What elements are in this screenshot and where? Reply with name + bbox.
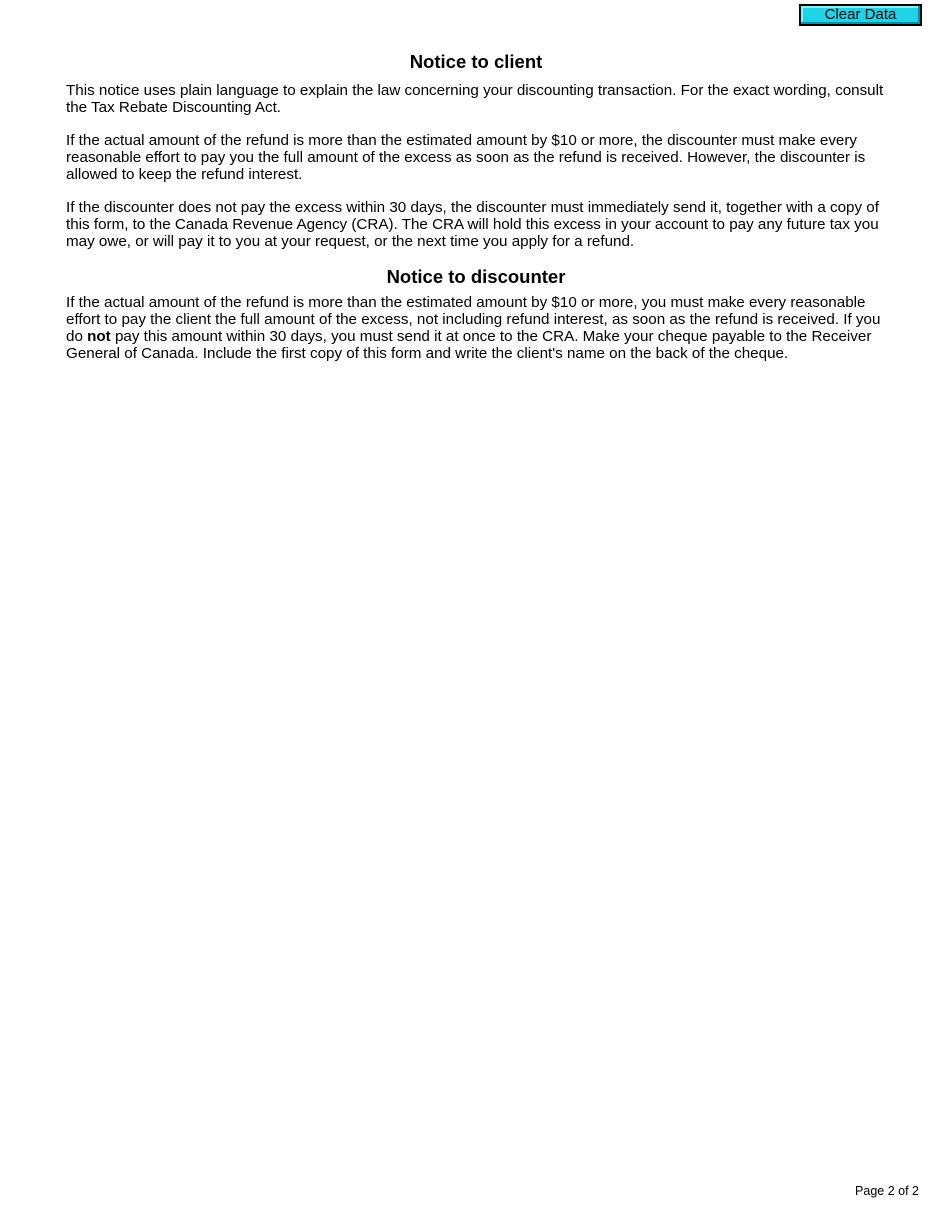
client-paragraph-cra: If the discounter does not pay the excess within 30 days, the discounter must immediately send it, together with a copy of this form, to the Canada Revenue Agency (CRA). The CRA will hold this excess in your account to pay any future tax you may owe, or will pay it to you at your request, or the next time you apply for a refund. <box>66 199 879 250</box>
discounter-text-part-2: pay this amount within 30 days, you must send it at once to the CRA. Make your cheque payable to the Receiver General of Canada. Include the first copy of this form and write the client's name on the back of the cheque. <box>66 328 872 362</box>
page-number: Page 2 of 2 <box>855 1184 919 1198</box>
discounter-text-part-1: If the actual amount of the refund is more than the estimated amount by $10 or more, you must make every reasonable effort to pay the client the full amount of the excess, not including refund interest, as soon as the refund is received. If you do <box>66 294 881 345</box>
notice-to-client-title: Notice to client <box>409 51 543 72</box>
notice-to-client-section <box>66 50 886 250</box>
notice-to-discounter-section <box>66 265 886 362</box>
notice-content <box>66 50 886 362</box>
discounter-paragraph <box>66 294 886 362</box>
client-paragraph-excess: If the actual amount of the refund is more than the estimated amount by $10 or more, the discounter must make every reasonable effort to pay you the full amount of the excess as soon as the refund is received. However, the discounter is allowed to keep the refund interest. <box>66 132 866 183</box>
discounter-text-emphasis: not <box>87 328 111 345</box>
client-paragraph-intro: This notice uses plain language to explain the law concerning your discounting transaction. For the exact wording, consult the Tax Rebate Discounting Act. <box>66 82 884 116</box>
notice-to-discounter-title: Notice to discounter <box>386 266 566 287</box>
clear-data-button[interactable]: Clear Data <box>799 4 922 26</box>
